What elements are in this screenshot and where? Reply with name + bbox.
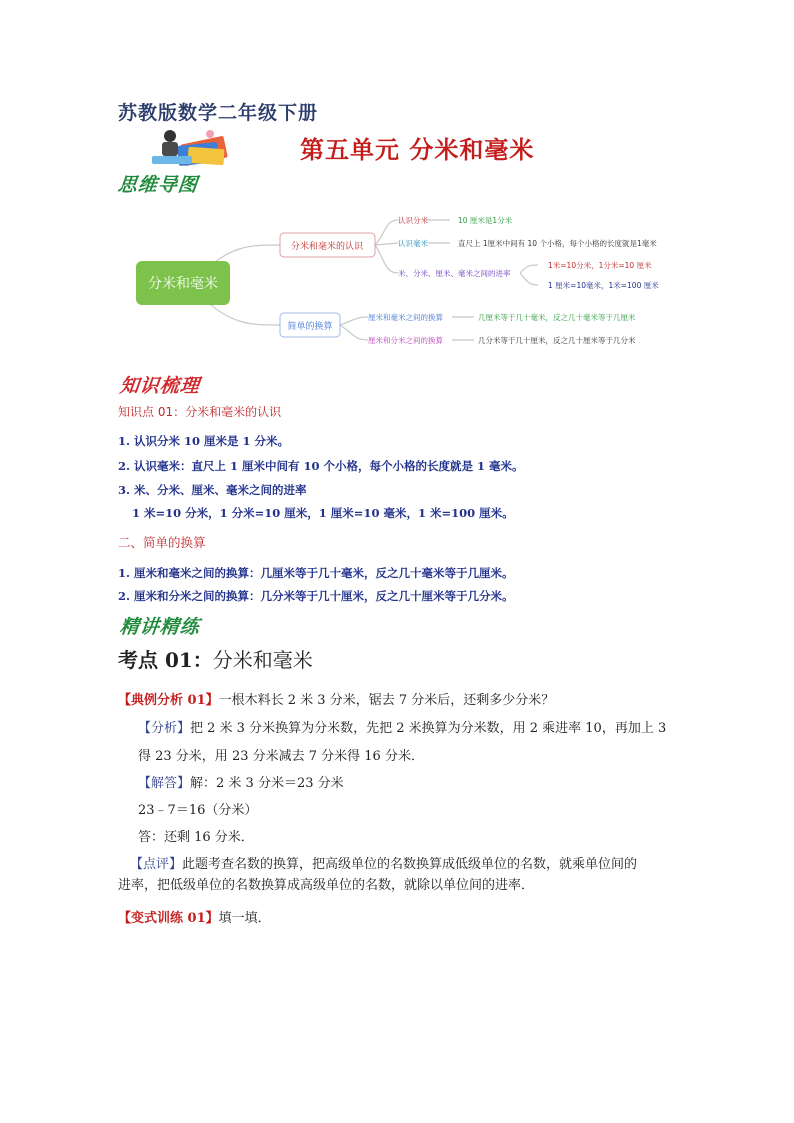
mindmap-item-detail: 几厘米等于几十毫米，反之几十毫米等于几厘米 [478,313,636,322]
mindmap-item-label: 米、分米、厘米、毫米之间的进率 [398,269,511,278]
exercise-tag: 【变式训练 01】 [118,911,219,926]
book-title: 苏教版数学二年级下册 [118,102,319,124]
mindmap-item-label: 厘米和毫米之间的换算 [368,313,443,322]
example-line [118,694,554,707]
knowledge-item: 3. 米、分米、厘米、毫米之间的进率 [118,483,307,497]
mindmap-item-detail: 1米=10分米，1分米=10 厘米 [548,261,652,270]
example-text: 一根木料长 2 米 3 分米，锯去 7 分米后，还剩多少分米？ [218,693,555,708]
analysis-tag: 【分析】 [138,721,191,736]
answer-line-2: 23﹣7＝16（分米） [138,803,258,818]
analysis-line [138,722,666,735]
comment-line-2: 进率，把低级单位的名数换算成高级单位的名数，就除以单位间的进率． [118,878,535,893]
study-illustration [148,126,230,172]
knowledge-item: 1. 厘米和毫米之间的换算：几厘米等于几十毫米，反之几十毫米等于几厘米。 [118,566,514,580]
analysis-text: 把 2 米 3 分米换算为分米数，先把 2 米换算为分米数，用 2 乘进率 10，再加上 3 [190,721,667,736]
knowledge-item: 1. 认识分米 10 厘米是 1 分米。 [118,434,290,448]
mindmap-item-detail: 直尺上 1厘米中间有 10 个小格，每个小格的长度就是1毫米 [458,239,657,248]
mindmap-branch-recognition: 分米和毫米的认识 [290,242,364,252]
topic-heading [118,644,313,673]
comment-tag: 【点评】 [130,857,183,872]
mindmap-item-detail: 1 厘米=10毫米，1米=100 厘米 [548,281,659,290]
mindmap-item-detail: 几分米等于几十厘米，反之几十厘米等于几分米 [478,336,636,345]
analysis-line-2: 得 23 分米，用 23 分米减去 7 分米得 16 分米． [138,749,424,764]
section-heading-mindmap: 思维导图 [116,174,200,196]
mindmap-root: 分米和毫米 [148,276,218,292]
example-tag: 【典例分析 01】 [118,693,219,708]
mindmap-item-detail: 10 厘米是1分米 [458,216,513,225]
section-heading-practice: 精讲精练 [118,616,202,638]
topic-label: 考点 01： [118,648,213,672]
topic-text: 分米和毫米 [212,648,313,672]
knowledge-item: 2. 认识毫米：直尺上 1 厘米中间有 10 个小格，每个小格的长度就是 1 毫米。 [118,459,524,473]
knowledge-point-title: 知识点 01：分米和毫米的认识 [118,405,282,419]
mindmap-item-label: 厘米和分米之间的换算 [368,336,443,345]
comment-line [130,858,637,871]
knowledge-subtitle: 二、简单的换算 [118,535,206,550]
knowledge-item: 2. 厘米和分米之间的换算：几分米等于几十厘米，反之几十厘米等于几分米。 [118,589,514,603]
unit-title: 第五单元 分米和毫米 [300,135,535,164]
mind-map [120,205,680,360]
section-heading-knowledge: 知识梳理 [118,375,202,397]
exercise-text: 填一填． [218,911,271,926]
mindmap-item-label: 认识毫米 [398,239,428,248]
mindmap-item-label: 认识分米 [398,216,428,225]
mindmap-branch-conversion: 简单的换算 [287,322,333,332]
answer-line [138,777,344,790]
exercise-line [118,912,271,925]
answer-tag: 【解答】 [138,776,191,791]
answer-line-3: 答：还剩 16 分米． [138,830,254,845]
knowledge-item: 1 米=10 分米，1 分米=10 厘米，1 厘米=10 毫米，1 米=100 厘米。 [132,506,514,520]
answer-text: 解：2 米 3 分米＝23 分米 [190,776,344,791]
comment-text: 此题考查名数的换算，把高级单位的名数换算成低级单位的名数，就乘单位间的 [182,857,638,872]
